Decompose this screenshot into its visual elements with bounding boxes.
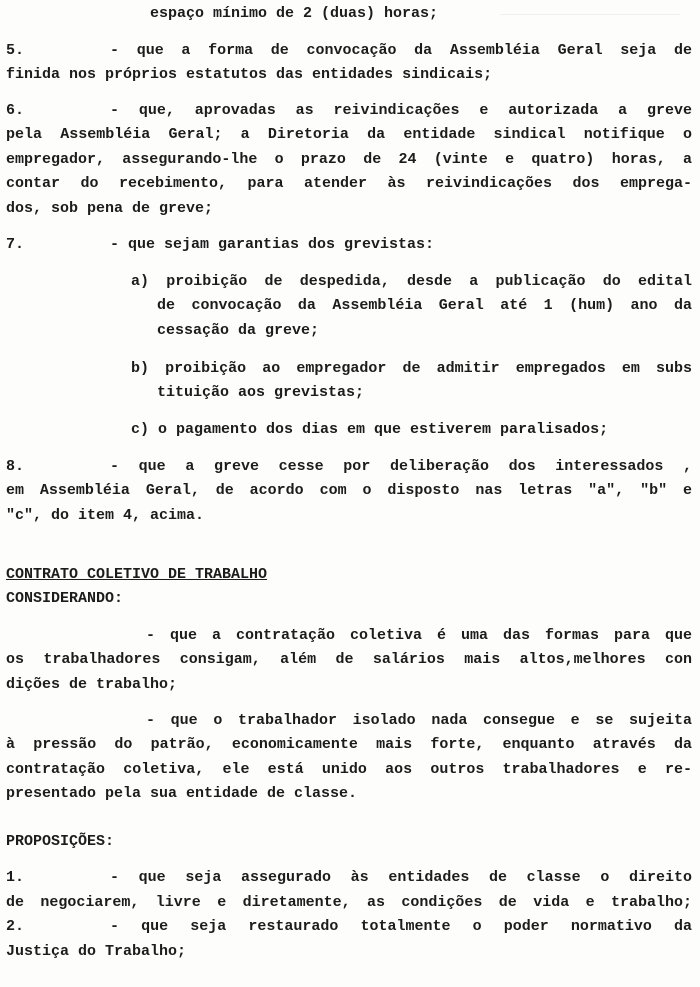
item-7a-line-2: de convocação da Assembléia Geral até 1 (hum) ano da: [157, 297, 692, 314]
item-5-line-1: 5. - que a forma de convocação da Assembléia Geral seja de: [6, 39, 692, 64]
item-7b-line-1: b) proibição ao empregador de admitir empregados em subs: [131, 360, 692, 377]
item-6-line-1: 6. - que, aprovadas as reivindicações e autorizada a greve: [6, 99, 692, 124]
consid-1-line-2: os trabalhadores consigam, além de salários mais altos,melhores con: [6, 651, 692, 668]
prop-2-line-1: 2. - que seja restaurado totalmente o poder normativo da: [6, 915, 692, 940]
item-6-line-3: empregador, assegurando-lhe o prazo de 24 (vinte e quatro) horas, a: [6, 151, 692, 168]
consid-2-line-4: presentado pela sua entidade de classe.: [6, 785, 358, 802]
prop-1-line-2: de negociarem, livre e diretamente, as condições de vida e trabalho;: [6, 894, 692, 911]
item-8-line-2: em Assembléia Geral, de acordo com o disposto nas letras "a", "b" e: [6, 482, 692, 499]
item-6-line-4: contar do recebimento, para atender às reivindicações dos emprega-: [6, 175, 692, 192]
item-6-line-5: dos, sob pena de greve;: [6, 200, 214, 217]
item-5-line-2: finida nos próprios estatutos das entidades sindicais;: [6, 66, 493, 83]
continuation-line: espaço mínimo de 2 (duas) horas;: [150, 5, 439, 22]
item-7c-line-1: c) o pagamento dos dias em que estiverem paralisados;: [131, 421, 609, 438]
prop-1-number: 1.: [6, 869, 25, 886]
consid-1-line-3: dições de trabalho;: [6, 676, 178, 693]
item-7-line-1: 7. - que sejam garantias dos grevistas:: [6, 233, 692, 258]
prop-2-line-2: Justiça do Trabalho;: [6, 943, 187, 960]
item-7a-line-3: cessação da greve;: [157, 322, 320, 339]
item-7b-line-2: tituição aos grevistas;: [157, 384, 365, 401]
item-8-number: 8.: [6, 458, 25, 475]
item-7-number: 7.: [6, 236, 25, 253]
proposicoes-label: PROPOSIÇÕES:: [6, 833, 115, 850]
consid-2-line-1: - que o trabalhador isolado nada consegue e se sujeita: [146, 712, 692, 729]
prop-2-number: 2.: [6, 918, 25, 935]
item-5-number: 5.: [6, 42, 25, 59]
item-6-number: 6.: [6, 102, 25, 119]
consid-2-line-3: contratação coletiva, ele está unido aos outros trabalhadores e re-: [6, 761, 692, 778]
item-8-line-1: 8. - que a greve cesse por deliberação dos interessados ,: [6, 455, 692, 480]
prop-1-line-1: 1. - que seja assegurado às entidades de classe o direito: [6, 866, 692, 891]
item-7a-line-1: a) proibição de despedida, desde a publicação do edital: [131, 273, 692, 290]
item-8-line-3: "c", do item 4, acima.: [6, 507, 205, 524]
considerando-label: CONSIDERANDO:: [6, 590, 124, 607]
section-heading: CONTRATO COLETIVO DE TRABALHO: [6, 566, 268, 583]
consid-1-line-1: - que a contratação coletiva é uma das formas para que: [146, 627, 692, 644]
item-6-line-2: pela Assembléia Geral; a Diretoria da entidade sindical notifique o: [6, 126, 692, 143]
consid-2-line-2: à pressão do patrão, economicamente mais forte, enquanto através da: [6, 736, 692, 753]
